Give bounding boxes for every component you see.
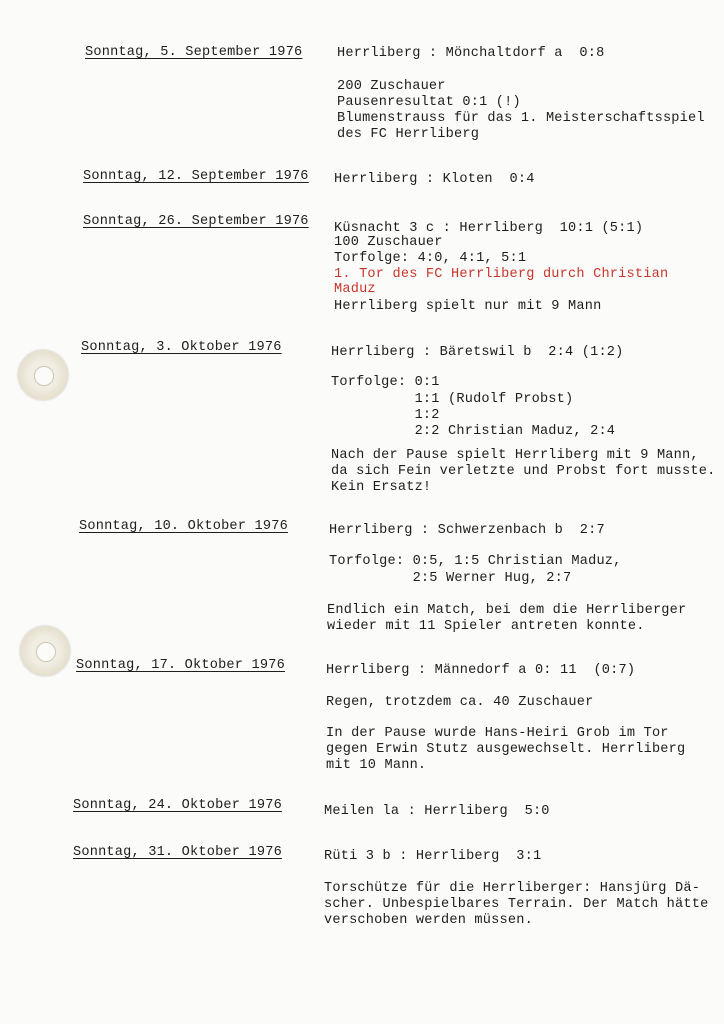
match-date: Sonntag, 5. September 1976 bbox=[85, 45, 303, 60]
match-note: da sich Fein verletzte und Probst fort musste. bbox=[331, 464, 716, 479]
match-date: Sonntag, 26. September 1976 bbox=[83, 214, 309, 229]
goal-sequence: 2:2 Christian Maduz, 2:4 bbox=[331, 424, 616, 439]
match-note: In der Pause wurde Hans-Heiri Grob im Tor bbox=[326, 726, 669, 741]
goal-sequence: 2:5 Werner Hug, 2:7 bbox=[329, 571, 572, 586]
match-result: Herrliberg : Männedorf a 0: 11 (0:7) bbox=[326, 663, 636, 678]
match-date: Sonntag, 3. Oktober 1976 bbox=[81, 340, 282, 355]
match-note: gegen Erwin Stutz ausgewechselt. Herrliberg bbox=[326, 742, 686, 757]
match-date: Sonntag, 24. Oktober 1976 bbox=[73, 798, 282, 813]
match-date: Sonntag, 17. Oktober 1976 bbox=[76, 658, 285, 673]
first-goal-note: Maduz bbox=[334, 282, 376, 297]
match-note: Blumenstrauss für das 1. Meisterschaftsspiel bbox=[337, 111, 705, 126]
match-note: 200 Zuschauer bbox=[337, 79, 446, 94]
match-note: verschoben werden müssen. bbox=[324, 913, 533, 928]
first-goal-note: 1. Tor des FC Herrliberg durch Christian bbox=[334, 267, 669, 282]
match-note: Endlich ein Match, bei dem die Herrliberger bbox=[327, 603, 687, 618]
match-note: scher. Unbespielbares Terrain. Der Match hätte bbox=[324, 897, 709, 912]
goal-sequence: 1:2 bbox=[331, 408, 440, 423]
match-note: des FC Herrliberg bbox=[337, 127, 480, 142]
match-note: Torschütze für die Herrliberger: Hansjürg Dä- bbox=[324, 881, 701, 896]
goal-sequence: 1:1 (Rudolf Probst) bbox=[331, 392, 574, 407]
punch-hole-reinforcement bbox=[20, 626, 70, 676]
match-result: Meilen la : Herrliberg 5:0 bbox=[324, 804, 550, 819]
match-note: wieder mit 11 Spieler antreten konnte. bbox=[327, 619, 645, 634]
match-note: Nach der Pause spielt Herrliberg mit 9 Mann, bbox=[331, 448, 699, 463]
match-result: Herrliberg : Schwerzenbach b 2:7 bbox=[329, 523, 605, 538]
match-date: Sonntag, 10. Oktober 1976 bbox=[79, 519, 288, 534]
goal-sequence: Torfolge: 0:5, 1:5 Christian Maduz, bbox=[329, 554, 622, 569]
match-note: Herrliberg spielt nur mit 9 Mann bbox=[334, 299, 602, 314]
match-result: Küsnacht 3 c : Herrliberg 10:1 (5:1) bbox=[334, 221, 644, 236]
match-result: Herrliberg : Mönchaltdorf a 0:8 bbox=[337, 46, 605, 61]
match-note: 100 Zuschauer bbox=[334, 235, 443, 250]
match-note: Pausenresultat 0:1 (!) bbox=[337, 95, 521, 110]
match-note: mit 10 Mann. bbox=[326, 758, 427, 773]
match-note: Kein Ersatz! bbox=[331, 480, 432, 495]
match-result: Herrliberg : Bäretswil b 2:4 (1:2) bbox=[331, 345, 624, 360]
match-date: Sonntag, 12. September 1976 bbox=[83, 169, 309, 184]
match-result: Rüti 3 b : Herrliberg 3:1 bbox=[324, 849, 542, 864]
match-date: Sonntag, 31. Oktober 1976 bbox=[73, 845, 282, 860]
punch-hole-reinforcement bbox=[18, 350, 68, 400]
match-result: Herrliberg : Kloten 0:4 bbox=[334, 172, 535, 187]
match-note: Torfolge: 4:0, 4:1, 5:1 bbox=[334, 251, 527, 266]
goal-sequence: Torfolge: 0:1 bbox=[331, 375, 440, 390]
match-note: Regen, trotzdem ca. 40 Zuschauer bbox=[326, 695, 594, 710]
